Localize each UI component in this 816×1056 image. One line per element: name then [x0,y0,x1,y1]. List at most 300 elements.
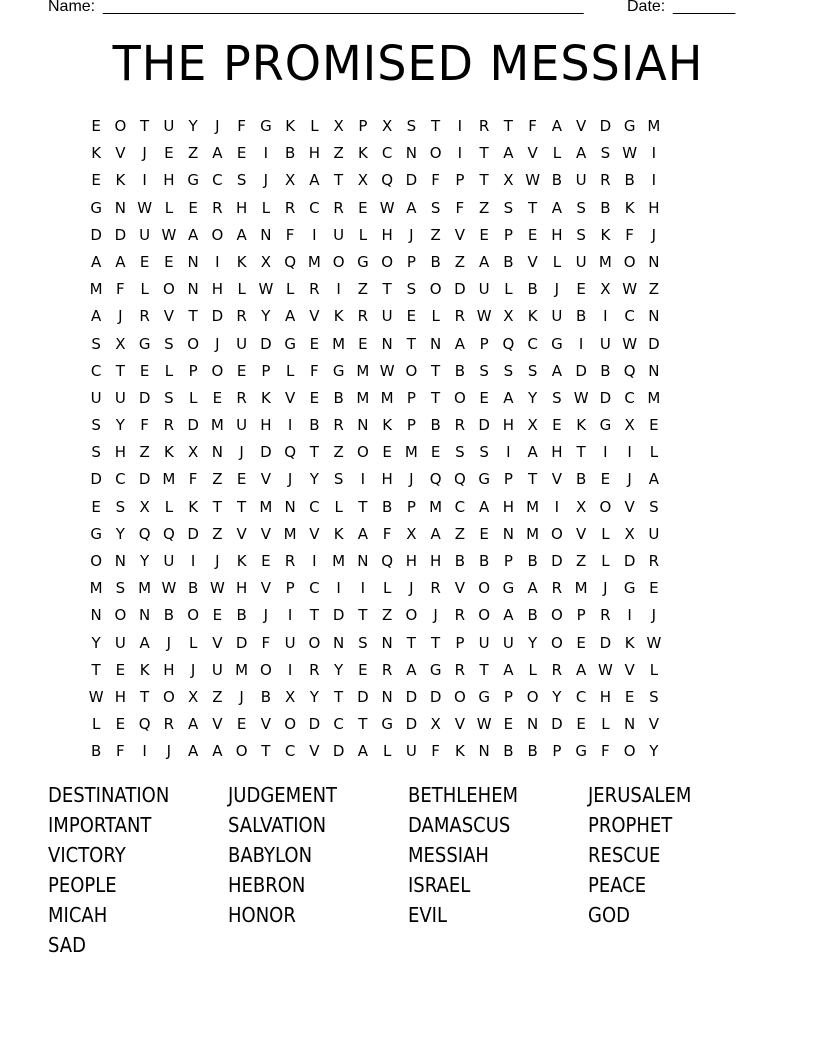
grid-letter[interactable]: D [138,388,151,407]
grid-letter[interactable]: V [260,524,271,543]
grid-letter[interactable]: N [430,334,442,353]
grid-letter[interactable]: N [648,252,660,271]
grid-letter[interactable]: A [187,742,199,761]
grid-letter[interactable]: Q [381,552,394,570]
grid-letter[interactable]: Q [138,715,151,734]
grid-letter[interactable]: S [576,225,586,244]
grid-letter[interactable]: N [260,225,272,244]
grid-letter[interactable]: H [211,280,224,299]
grid-letter[interactable]: D [235,633,248,652]
grid-letter[interactable]: F [455,198,465,217]
grid-letter[interactable]: M [332,334,346,353]
grid-letter[interactable]: H [260,416,272,435]
grid-letter[interactable]: V [527,144,538,163]
grid-letter[interactable]: C [284,742,296,761]
grid-letter[interactable]: U [114,388,126,407]
grid-letter[interactable]: J [554,280,560,299]
grid-letter[interactable]: Z [454,252,466,271]
grid-letter[interactable]: E [164,144,174,163]
grid-letter[interactable]: R [648,552,660,570]
grid-letter[interactable]: K [139,660,150,679]
grid-letter[interactable]: N [139,606,151,625]
grid-letter[interactable]: D [308,715,321,734]
grid-letter[interactable]: J [603,579,608,598]
grid-letter[interactable]: Z [187,144,199,163]
grid-letter[interactable]: W [379,361,395,380]
grid-letter[interactable]: N [527,715,539,734]
grid-letter[interactable]: U [575,171,587,190]
grid-letter[interactable]: O [235,742,248,761]
grid-letter[interactable]: I [142,742,147,761]
grid-letter[interactable]: G [478,470,490,489]
grid-letter[interactable]: W [476,715,492,734]
grid-letter[interactable]: E [600,470,611,489]
grid-letter[interactable]: R [309,280,320,299]
grid-letter[interactable]: N [114,198,126,217]
grid-letter[interactable]: W [476,307,492,326]
grid-letter[interactable]: T [140,117,150,135]
grid-letter[interactable]: I [312,225,317,244]
grid-letter[interactable]: R [551,660,563,679]
grid-letter[interactable]: R [454,660,466,679]
grid-letter[interactable]: Y [309,470,319,489]
grid-letter[interactable]: V [527,252,538,271]
grid-letter[interactable]: H [429,552,442,570]
grid-letter[interactable]: O [405,606,418,625]
grid-letter[interactable]: T [479,171,489,190]
grid-letter[interactable]: V [648,715,659,734]
grid-letter[interactable]: P [503,225,513,244]
grid-letter[interactable]: S [503,361,514,380]
grid-letter[interactable]: Y [309,687,319,706]
grid-letter[interactable]: B [333,388,344,407]
grid-letter[interactable]: W [622,280,638,299]
grid-letter[interactable]: S [358,633,368,652]
grid-letter[interactable]: K [600,225,611,244]
grid-letter[interactable]: N [357,552,369,570]
grid-letter[interactable]: L [504,280,513,299]
grid-letter[interactable]: A [406,660,417,679]
grid-letter[interactable]: D [599,633,612,652]
grid-letter[interactable]: P [285,579,295,598]
grid-letter[interactable]: W [646,633,662,652]
grid-letter[interactable]: W [597,660,613,679]
grid-letter[interactable]: D [332,606,345,625]
grid-letter[interactable]: Y [261,307,271,326]
grid-letter[interactable]: W [622,144,638,163]
grid-letter[interactable]: E [649,416,659,435]
grid-letter[interactable]: R [333,198,344,217]
grid-letter[interactable]: H [235,198,248,217]
grid-letter[interactable]: V [260,579,271,598]
grid-letter[interactable]: J [409,225,414,244]
grid-letter[interactable]: O [259,660,272,679]
grid-letter[interactable]: A [551,117,562,135]
grid-letter[interactable]: O [90,552,103,570]
grid-letter[interactable]: U [139,225,151,244]
grid-letter[interactable]: E [91,117,101,135]
grid-letter[interactable]: P [455,171,465,190]
grid-letter[interactable]: A [648,470,659,489]
grid-letter[interactable]: V [260,715,271,734]
grid-letter[interactable]: E [576,633,586,652]
grid-letter[interactable]: E [576,715,586,734]
grid-letter[interactable]: M [647,388,661,407]
grid-letter[interactable]: O [550,606,563,625]
grid-letter[interactable]: K [236,252,247,271]
grid-letter[interactable]: E [139,252,150,271]
grid-letter[interactable]: X [260,252,272,271]
grid-letter[interactable]: O [211,361,224,380]
grid-letter[interactable]: N [405,144,417,163]
grid-letter[interactable]: O [187,606,200,625]
grid-letter[interactable]: B [503,742,514,761]
grid-letter[interactable]: B [90,742,102,761]
grid-letter[interactable]: N [502,524,514,543]
grid-letter[interactable]: T [188,307,198,326]
grid-letter[interactable]: N [284,497,296,516]
grid-letter[interactable]: F [188,470,198,489]
grid-letter[interactable]: L [91,715,101,734]
grid-letter[interactable]: T [431,361,441,380]
grid-letter[interactable]: O [478,579,491,598]
grid-letter[interactable]: X [357,171,369,190]
grid-letter[interactable]: X [333,117,344,135]
grid-letter[interactable]: J [433,606,438,625]
grid-letter[interactable]: I [360,470,366,489]
grid-letter[interactable]: I [263,144,269,163]
grid-letter[interactable]: A [527,443,538,462]
grid-letter[interactable]: G [599,416,612,435]
grid-letter[interactable]: X [187,443,199,462]
grid-letter[interactable]: L [261,198,271,217]
grid-letter[interactable]: R [430,579,441,598]
grid-letter[interactable]: S [406,117,417,135]
grid-letter[interactable]: X [115,334,126,353]
grid-letter[interactable]: X [527,416,538,435]
grid-letter[interactable]: L [431,307,440,326]
grid-letter[interactable]: X [381,117,393,135]
grid-letter[interactable]: A [478,497,490,516]
grid-letter[interactable]: E [358,198,368,217]
grid-letter[interactable]: Y [115,524,125,543]
grid-letter[interactable]: Z [212,470,223,489]
grid-letter[interactable]: L [164,198,174,217]
grid-letter[interactable]: C [575,687,587,706]
grid-letter[interactable]: D [648,334,660,353]
grid-letter[interactable]: T [431,633,441,652]
grid-letter[interactable]: S [649,687,659,706]
grid-letter[interactable]: Z [454,524,466,543]
grid-letter[interactable]: O [623,742,636,761]
grid-letter[interactable]: J [166,633,172,652]
grid-letter[interactable]: P [479,334,489,353]
grid-letter[interactable]: L [334,497,343,516]
grid-letter[interactable]: T [406,633,416,652]
grid-letter[interactable]: K [236,552,247,570]
grid-letter[interactable]: P [188,361,198,380]
grid-letter[interactable]: Y [91,633,101,652]
grid-letter[interactable]: M [356,388,370,407]
grid-letter[interactable]: B [260,687,272,706]
grid-letter[interactable]: S [115,579,126,598]
grid-letter[interactable]: Z [333,443,344,462]
grid-letter[interactable]: G [90,524,102,543]
grid-letter[interactable]: B [163,606,175,625]
grid-letter[interactable]: V [284,388,296,407]
grid-letter[interactable]: V [551,470,562,489]
grid-letter[interactable]: J [142,144,147,163]
grid-letter[interactable]: G [260,117,272,135]
grid-letter[interactable]: S [115,497,126,516]
grid-letter[interactable]: T [406,334,416,353]
grid-letter[interactable]: T [528,470,538,489]
grid-letter[interactable]: M [89,579,103,598]
grid-letter[interactable]: J [239,687,244,706]
grid-letter[interactable]: W [258,280,274,299]
grid-letter[interactable]: T [334,687,344,706]
grid-letter[interactable]: I [554,497,560,516]
grid-letter[interactable]: T [479,144,489,163]
grid-letter[interactable]: R [454,416,466,435]
grid-letter[interactable]: W [88,687,104,706]
grid-letter[interactable]: A [357,524,368,543]
grid-letter[interactable]: C [90,361,102,380]
grid-letter[interactable]: T [431,388,441,407]
grid-letter[interactable]: E [430,443,441,462]
grid-letter[interactable]: L [552,252,562,271]
grid-letter[interactable]: F [140,416,149,435]
grid-letter[interactable]: O [114,117,127,135]
grid-letter[interactable]: T [237,497,247,516]
grid-letter[interactable]: O [284,715,297,734]
grid-letter[interactable]: R [551,579,563,598]
grid-letter[interactable]: X [430,715,441,734]
grid-letter[interactable]: K [382,416,393,435]
grid-letter[interactable]: V [575,524,587,543]
grid-letter[interactable]: H [114,687,127,706]
grid-letter[interactable]: S [91,443,101,462]
grid-letter[interactable]: T [91,660,101,679]
grid-letter[interactable]: K [333,307,344,326]
grid-letter[interactable]: H [551,443,563,462]
grid-letter[interactable]: U [575,252,587,271]
grid-letter[interactable]: T [309,443,319,462]
grid-letter[interactable]: L [382,579,392,598]
grid-letter[interactable]: G [357,252,369,271]
grid-letter[interactable]: L [382,742,392,761]
grid-letter[interactable]: S [406,280,417,299]
grid-letter[interactable]: O [623,252,636,271]
grid-letter[interactable]: A [527,579,538,598]
grid-letter[interactable]: Q [453,470,466,489]
grid-letter[interactable]: Y [334,660,344,679]
grid-letter[interactable]: T [358,606,368,625]
grid-letter[interactable]: N [648,307,660,326]
grid-letter[interactable]: E [212,606,223,625]
grid-letter[interactable]: A [551,361,562,380]
grid-letter[interactable]: M [259,497,273,516]
grid-letter[interactable]: N [114,552,126,570]
grid-letter[interactable]: E [358,334,368,353]
grid-letter[interactable]: D [599,117,612,135]
grid-letter[interactable]: Q [502,334,515,353]
grid-letter[interactable]: O [162,687,175,706]
grid-letter[interactable]: T [140,687,150,706]
grid-letter[interactable]: O [429,280,442,299]
grid-letter[interactable]: M [574,579,588,598]
grid-letter[interactable]: B [600,361,611,380]
grid-letter[interactable]: X [503,307,514,326]
grid-letter[interactable]: Y [140,552,150,570]
grid-letter[interactable]: Y [115,416,125,435]
grid-letter[interactable]: D [211,307,224,326]
grid-letter[interactable]: H [381,225,393,244]
grid-letter[interactable]: P [455,633,465,652]
grid-letter[interactable]: T [212,497,222,516]
grid-letter[interactable]: Y [649,742,659,761]
grid-letter[interactable]: J [118,307,123,326]
grid-letter[interactable]: L [285,280,295,299]
grid-letter[interactable]: A [90,307,102,326]
grid-letter[interactable]: D [332,742,345,761]
grid-letter[interactable]: L [649,660,659,679]
grid-letter[interactable]: A [357,742,368,761]
grid-letter[interactable]: S [333,470,344,489]
grid-letter[interactable]: D [575,361,587,380]
grid-letter[interactable]: I [287,606,293,625]
grid-letter[interactable]: R [236,307,247,326]
grid-letter[interactable]: B [527,606,538,625]
grid-letter[interactable]: F [382,524,392,543]
grid-letter[interactable]: U [648,524,660,543]
grid-letter[interactable]: M [380,388,394,407]
grid-letter[interactable]: B [284,144,296,163]
grid-letter[interactable]: H [405,552,418,570]
grid-letter[interactable]: D [138,470,151,489]
grid-letter[interactable]: W [137,198,153,217]
grid-letter[interactable]: I [603,307,608,326]
grid-letter[interactable]: M [307,252,321,271]
grid-letter[interactable]: L [601,552,610,570]
grid-letter[interactable]: M [429,497,443,516]
grid-letter[interactable]: I [360,579,366,598]
grid-letter[interactable]: P [503,552,513,570]
grid-letter[interactable]: L [358,225,368,244]
grid-letter[interactable]: U [90,388,102,407]
grid-letter[interactable]: E [91,171,101,190]
grid-letter[interactable]: B [503,252,514,271]
grid-letter[interactable]: M [235,660,249,679]
grid-letter[interactable]: I [312,552,317,570]
grid-letter[interactable]: U [478,633,490,652]
grid-letter[interactable]: D [551,715,563,734]
grid-letter[interactable]: A [139,633,150,652]
grid-letter[interactable]: C [333,715,344,734]
grid-letter[interactable]: Z [381,606,393,625]
grid-letter[interactable]: C [309,497,320,516]
grid-letter[interactable]: J [190,660,196,679]
grid-letter[interactable]: R [163,715,175,734]
grid-letter[interactable]: I [651,171,657,190]
grid-letter[interactable]: W [379,198,395,217]
grid-letter[interactable]: M [332,552,346,570]
grid-letter[interactable]: M [404,443,418,462]
grid-letter[interactable]: I [336,280,341,299]
grid-letter[interactable]: K [357,144,368,163]
grid-letter[interactable]: S [576,198,586,217]
grid-letter[interactable]: H [114,443,127,462]
grid-letter[interactable]: A [430,524,441,543]
grid-letter[interactable]: I [190,552,196,570]
grid-letter[interactable]: V [309,742,320,761]
grid-letter[interactable]: G [187,171,199,190]
grid-letter[interactable]: X [284,171,296,190]
grid-letter[interactable]: J [263,171,269,190]
grid-letter[interactable]: I [457,144,463,163]
grid-letter[interactable]: B [624,171,635,190]
grid-letter[interactable]: T [115,361,125,380]
grid-letter[interactable]: U [502,633,514,652]
grid-letter[interactable]: C [309,579,320,598]
grid-letter[interactable]: J [166,742,172,761]
grid-letter[interactable]: B [527,280,538,299]
grid-letter[interactable]: D [405,715,418,734]
grid-letter[interactable]: U [405,742,417,761]
grid-letter[interactable]: S [503,198,514,217]
grid-letter[interactable]: Q [162,524,175,543]
grid-letter[interactable]: F [528,117,537,135]
grid-letter[interactable]: N [381,633,393,652]
grid-letter[interactable]: E [91,497,101,516]
grid-letter[interactable]: V [309,307,320,326]
grid-letter[interactable]: H [163,171,175,190]
grid-letter[interactable]: I [506,443,511,462]
grid-letter[interactable]: G [623,117,636,135]
grid-letter[interactable]: W [573,388,589,407]
grid-letter[interactable]: X [406,524,417,543]
grid-letter[interactable]: R [212,198,223,217]
grid-letter[interactable]: E [236,144,247,163]
grid-letter[interactable]: I [627,606,632,625]
grid-letter[interactable]: J [409,579,414,598]
grid-letter[interactable]: D [260,443,272,462]
grid-letter[interactable]: L [528,660,537,679]
grid-letter[interactable]: E [649,579,659,598]
grid-letter[interactable]: A [575,144,587,163]
grid-letter[interactable]: F [261,633,271,652]
grid-letter[interactable]: O [550,524,563,543]
grid-letter[interactable]: L [310,117,319,135]
grid-letter[interactable]: C [212,171,223,190]
grid-letter[interactable]: O [453,687,466,706]
grid-letter[interactable]: S [479,361,489,380]
grid-letter[interactable]: D [187,416,199,435]
grid-letter[interactable]: X [284,687,296,706]
grid-letter[interactable]: A [503,660,514,679]
grid-letter[interactable]: O [381,252,394,271]
grid-letter[interactable]: A [503,388,514,407]
grid-letter[interactable]: Z [575,552,587,570]
grid-letter[interactable]: E [188,198,198,217]
grid-letter[interactable]: A [187,225,199,244]
grid-letter[interactable]: S [91,334,101,353]
grid-letter[interactable]: S [479,443,489,462]
grid-letter[interactable]: D [405,687,418,706]
grid-letter[interactable]: D [90,470,102,489]
grid-letter[interactable]: R [381,660,393,679]
grid-letter[interactable]: S [91,416,101,435]
